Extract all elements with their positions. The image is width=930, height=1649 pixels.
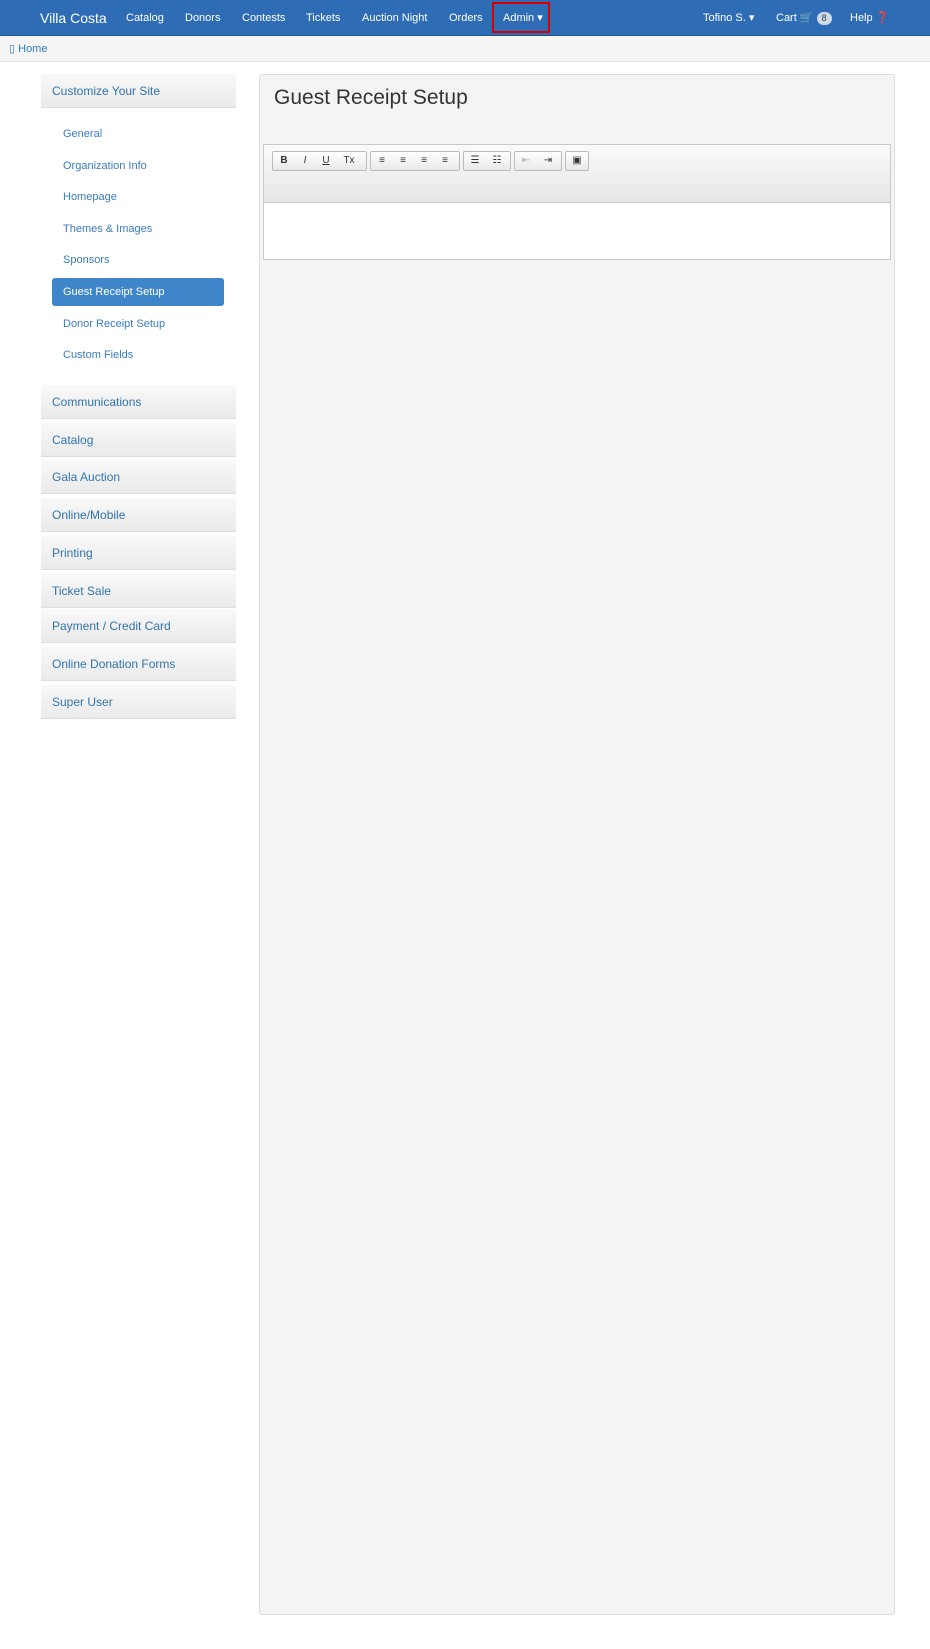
nav-contests[interactable]: Contests [242, 12, 286, 24]
justify-icon[interactable]: ≡ [442, 155, 448, 166]
admin-highlight-box [492, 2, 550, 33]
numbered-list-icon[interactable]: ☰ [470, 155, 480, 166]
sidebar-online-mobile[interactable]: Online/Mobile [41, 498, 236, 532]
help-icon: ❓ [875, 12, 890, 24]
align-center-icon[interactable]: ≡ [400, 155, 406, 166]
text-style-group [272, 151, 367, 171]
image-icon[interactable]: ▣ [572, 155, 582, 166]
user-menu[interactable]: Tofino S. ▾ [703, 12, 755, 24]
breadcrumb [0, 36, 930, 62]
align-group [370, 151, 460, 171]
sidebar-customize-header[interactable]: Customize Your Site [41, 74, 236, 108]
remove-format-button[interactable]: Tx [343, 155, 355, 166]
outdent-icon[interactable]: ⇤ [521, 155, 531, 166]
underline-button[interactable]: U [322, 155, 330, 166]
italic-button[interactable]: I [303, 155, 307, 166]
breadcrumb-home[interactable] [9, 42, 47, 55]
sidebar-payment-credit-card[interactable]: Payment / Credit Card [41, 609, 236, 643]
nav-tickets[interactable]: Tickets [306, 12, 341, 24]
mobile-icon: ▯ [9, 43, 16, 55]
cart-icon: 🛒 [799, 12, 814, 24]
nav-admin-dropdown[interactable]: Admin ▾ [503, 12, 543, 24]
sidebar-item-general[interactable]: General [63, 128, 103, 140]
sidebar-item-themes-images[interactable]: Themes & Images [63, 223, 153, 235]
cart-label: Cart [776, 12, 797, 24]
sidebar-item-donor-receipt-setup[interactable]: Donor Receipt Setup [63, 318, 166, 330]
sidebar-communications[interactable]: Communications [41, 385, 236, 419]
brand-link[interactable]: Villa Costa [40, 10, 107, 26]
help-link[interactable] [850, 0, 889, 36]
sidebar-super-user[interactable]: Super User [41, 685, 236, 719]
align-right-icon[interactable]: ≡ [421, 155, 427, 166]
sidebar-item-organization-info[interactable]: Organization Info [63, 160, 147, 172]
main-panel [259, 74, 895, 1615]
help-label: Help [850, 12, 873, 24]
nav-donors[interactable]: Donors [185, 12, 221, 24]
align-left-icon[interactable]: ≡ [379, 155, 385, 166]
home-label: Home [18, 43, 48, 55]
top-navbar [0, 0, 930, 36]
image-group [565, 151, 589, 171]
indent-group [514, 151, 562, 171]
header-editor[interactable] [263, 144, 891, 260]
nav-orders[interactable]: Orders [449, 12, 483, 24]
nav-auction-night[interactable]: Auction Night [362, 12, 428, 24]
sidebar-item-custom-fields[interactable]: Custom Fields [63, 349, 134, 361]
cart-link[interactable] [776, 0, 832, 36]
sidebar-printing[interactable]: Printing [41, 536, 236, 570]
cart-count-badge: 8 [817, 12, 832, 25]
header-editor-toolbar [264, 145, 890, 203]
bold-button[interactable]: B [280, 155, 288, 166]
nav-catalog[interactable]: Catalog [126, 12, 164, 24]
sidebar-item-homepage[interactable]: Homepage [63, 191, 117, 203]
list-group [463, 151, 511, 171]
sidebar-gala-auction[interactable]: Gala Auction [41, 460, 236, 494]
page-title: Guest Receipt Setup [274, 86, 468, 109]
sidebar-item-guest-receipt-setup[interactable]: Guest Receipt Setup [52, 278, 224, 306]
sidebar-catalog[interactable]: Catalog [41, 423, 236, 457]
sidebar-ticket-sale[interactable]: Ticket Sale [41, 574, 236, 608]
sidebar-online-donation-forms[interactable]: Online Donation Forms [41, 647, 236, 681]
bullet-list-icon[interactable]: ☷ [492, 155, 502, 166]
sidebar-item-sponsors[interactable]: Sponsors [63, 254, 110, 266]
indent-icon[interactable]: ⇥ [543, 155, 553, 166]
